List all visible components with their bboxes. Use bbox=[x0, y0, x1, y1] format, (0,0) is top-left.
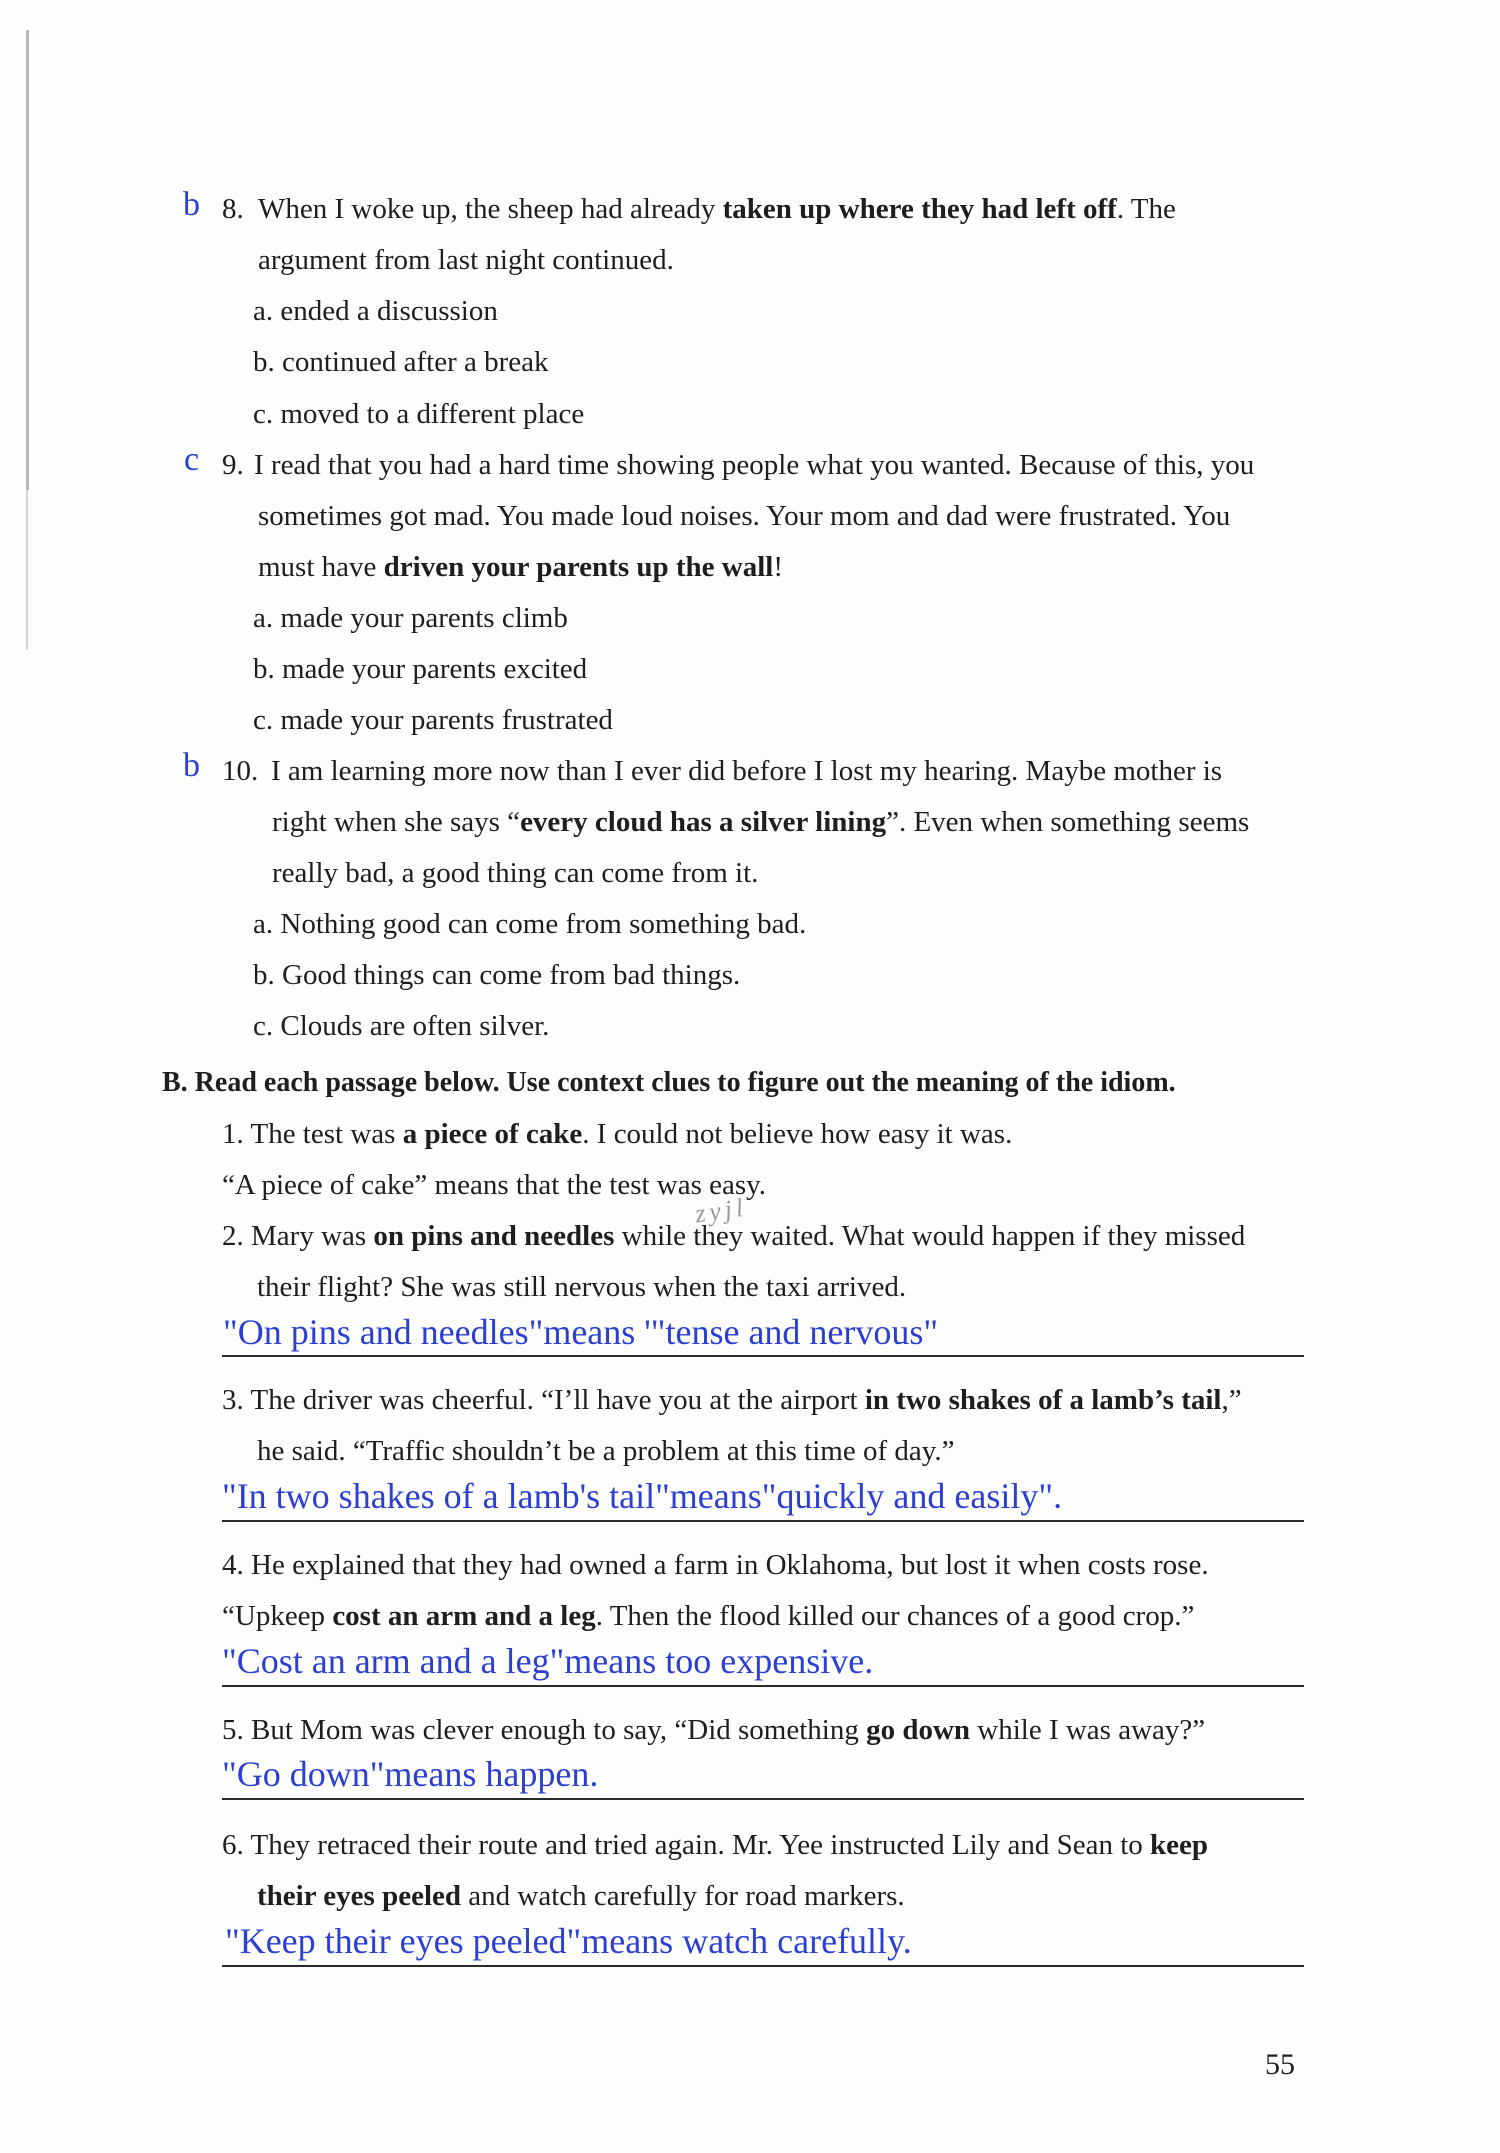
b-item-3-line1: 3. The driver was cheerful. “I’ll have you at the airport in two shakes of a lamb’s tail,” bbox=[222, 1384, 1242, 1416]
b-item-1-line2: “A piece of cake” means that the test was easy. bbox=[222, 1169, 767, 1201]
question-8-stem: When I woke up, the sheep had already taken up where they had left off. The bbox=[258, 193, 1176, 225]
option-10c: c. Clouds are often silver. bbox=[253, 1010, 550, 1042]
b-item-2-line2: their flight? She was still nervous when the taxi arrived. bbox=[257, 1271, 907, 1303]
option-10a: a. Nothing good can come from something bad. bbox=[253, 908, 807, 940]
scan-edge-shadow bbox=[26, 30, 29, 490]
page-number: 55 bbox=[1265, 2048, 1295, 2081]
b-item-2-handwritten-answer: "On pins and needles"means '"tense and nervous" bbox=[223, 1312, 939, 1352]
b-item-4-handwritten-answer: "Cost an arm and a leg"means too expensive. bbox=[222, 1641, 874, 1681]
question-9-stem-line3: must have driven your parents up the wall! bbox=[258, 551, 784, 583]
question-number-9: 9. bbox=[222, 449, 244, 481]
b-item-3-handwritten-answer: "In two shakes of a lamb's tail"means"quickly and easily". bbox=[222, 1476, 1063, 1516]
option-8a: a. ended a discussion bbox=[253, 295, 498, 327]
b-item-4-line1: 4. He explained that they had owned a farm in Oklahoma, but lost it when costs rose. bbox=[222, 1549, 1209, 1581]
scan-edge-shadow-lower bbox=[26, 490, 28, 650]
b-item-6-line1: 6. They retraced their route and tried again. Mr. Yee instructed Lily and Sean to keep bbox=[222, 1829, 1208, 1861]
section-b-heading: B. Read each passage below. Use context clues to figure out the meaning of the idiom. bbox=[162, 1067, 1176, 1098]
answer-line-3 bbox=[222, 1520, 1304, 1522]
b-item-1-line1: 1. The test was a piece of cake. I could not believe how easy it was. bbox=[222, 1118, 1013, 1150]
watermark: zyjl bbox=[693, 1192, 749, 1229]
question-number-10: 10. bbox=[222, 755, 259, 787]
option-8b: b. continued after a break bbox=[253, 346, 549, 378]
option-9c: c. made your parents frustrated bbox=[253, 704, 613, 736]
b-item-5-line1: 5. But Mom was clever enough to say, “Did something go down while I was away?” bbox=[222, 1714, 1206, 1746]
answer-mark-9: c bbox=[184, 441, 200, 478]
b-item-6-handwritten-answer: "Keep their eyes peeled"means watch carefully. bbox=[225, 1921, 912, 1961]
question-10-stem: I am learning more now than I ever did before I lost my hearing. Maybe mother is bbox=[271, 755, 1223, 787]
question-9-stem: I read that you had a hard time showing people what you wanted. Because of this, you bbox=[254, 449, 1255, 481]
b-item-2-line1: 2. Mary was on pins and needles while they waited. What would happen if they missed bbox=[222, 1220, 1246, 1252]
b-item-6-line2: their eyes peeled and watch carefully for road markers. bbox=[257, 1880, 905, 1912]
b-item-4-line2: “Upkeep cost an arm and a leg. Then the flood killed our chances of a good crop.” bbox=[222, 1600, 1195, 1632]
b-item-5-handwritten-answer: "Go down"means happen. bbox=[222, 1754, 599, 1794]
question-9-stem-line2: sometimes got mad. You made loud noises. Your mom and dad were frustrated. You bbox=[258, 500, 1231, 532]
answer-line-2 bbox=[222, 1355, 1304, 1357]
answer-line-6 bbox=[222, 1965, 1304, 1967]
question-10-stem-line3: really bad, a good thing can come from it. bbox=[272, 857, 759, 889]
question-10-stem-line2: right when she says “every cloud has a silver lining”. Even when something seems bbox=[272, 806, 1250, 838]
option-9b: b. made your parents excited bbox=[253, 653, 588, 685]
answer-line-5 bbox=[222, 1798, 1304, 1800]
option-8c: c. moved to a different place bbox=[253, 398, 585, 430]
answer-mark-8: b bbox=[183, 186, 200, 223]
question-number-8: 8. bbox=[222, 193, 244, 225]
answer-line-4 bbox=[222, 1685, 1304, 1687]
option-10b: b. Good things can come from bad things. bbox=[253, 959, 741, 991]
option-9a: a. made your parents climb bbox=[253, 602, 568, 634]
b-item-3-line2: he said. “Traffic shouldn’t be a problem at this time of day.” bbox=[257, 1435, 955, 1467]
question-8-stem-line2: argument from last night continued. bbox=[258, 244, 674, 276]
answer-mark-10: b bbox=[183, 747, 200, 784]
